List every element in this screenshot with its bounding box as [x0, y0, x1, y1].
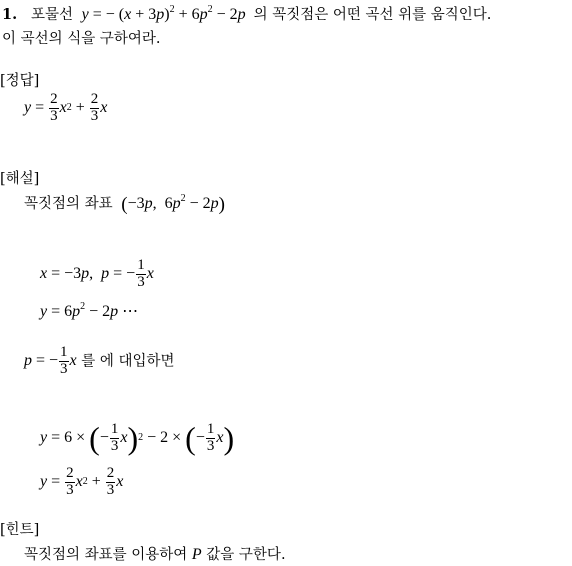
- hint-text-after: 값을 구한다.: [206, 547, 286, 563]
- substitute-line: [24, 345, 175, 378]
- vertex-line: [24, 193, 225, 215]
- problem-line-2: 이 곡선의 식을 구하여라.: [2, 31, 161, 47]
- answer-formula: y = $\frac{2}{3}$ x 2 + $\frac{2}{3}$ x: [24, 91, 108, 124]
- equation-3: y = 6 × ( − $\frac{1}{3}$ x ) 2 − 2 × ( − $\frac{1}{3}$ x ): [40, 420, 235, 457]
- problem-stem-start: 포물선: [30, 7, 73, 23]
- explanation-header: [해설]: [0, 171, 40, 187]
- equation-1: x = −3 p , p = − $\frac{1}{3}$ x: [40, 257, 154, 290]
- substitute-formula: p = − $\frac{1}{3}$ x: [24, 344, 77, 377]
- answer-header: [정답]: [0, 73, 40, 89]
- problem-number: 1.: [2, 6, 18, 23]
- equation-4: y = $\frac{2}{3}$ x 2 + $\frac{2}{3}$ x: [40, 465, 124, 498]
- hint-text-before: 꼭짓점의 좌표를 이용하여: [24, 547, 188, 563]
- hint-line: [24, 547, 286, 563]
- substitute-text: 를 에 대입하면: [81, 353, 175, 370]
- hint-variable: P: [191, 546, 202, 563]
- hint-header: [힌트]: [0, 522, 40, 538]
- vertex-text: 꼭짓점의 좌표: [24, 196, 113, 212]
- equation-2: $y = 6p^2 - 2p$ ⋯: [40, 301, 139, 320]
- problem-formula: y = − $(x + 3p)^2 + 6p^2 - 2p$: [81, 4, 246, 23]
- vertex-coords: (−3p, $6p^2 - 2p$): [121, 193, 225, 215]
- problem-line-1: [2, 4, 492, 23]
- problem-stem-end: 의 꼭짓점은 어떤 곡선 위를 움직인다.: [253, 7, 492, 23]
